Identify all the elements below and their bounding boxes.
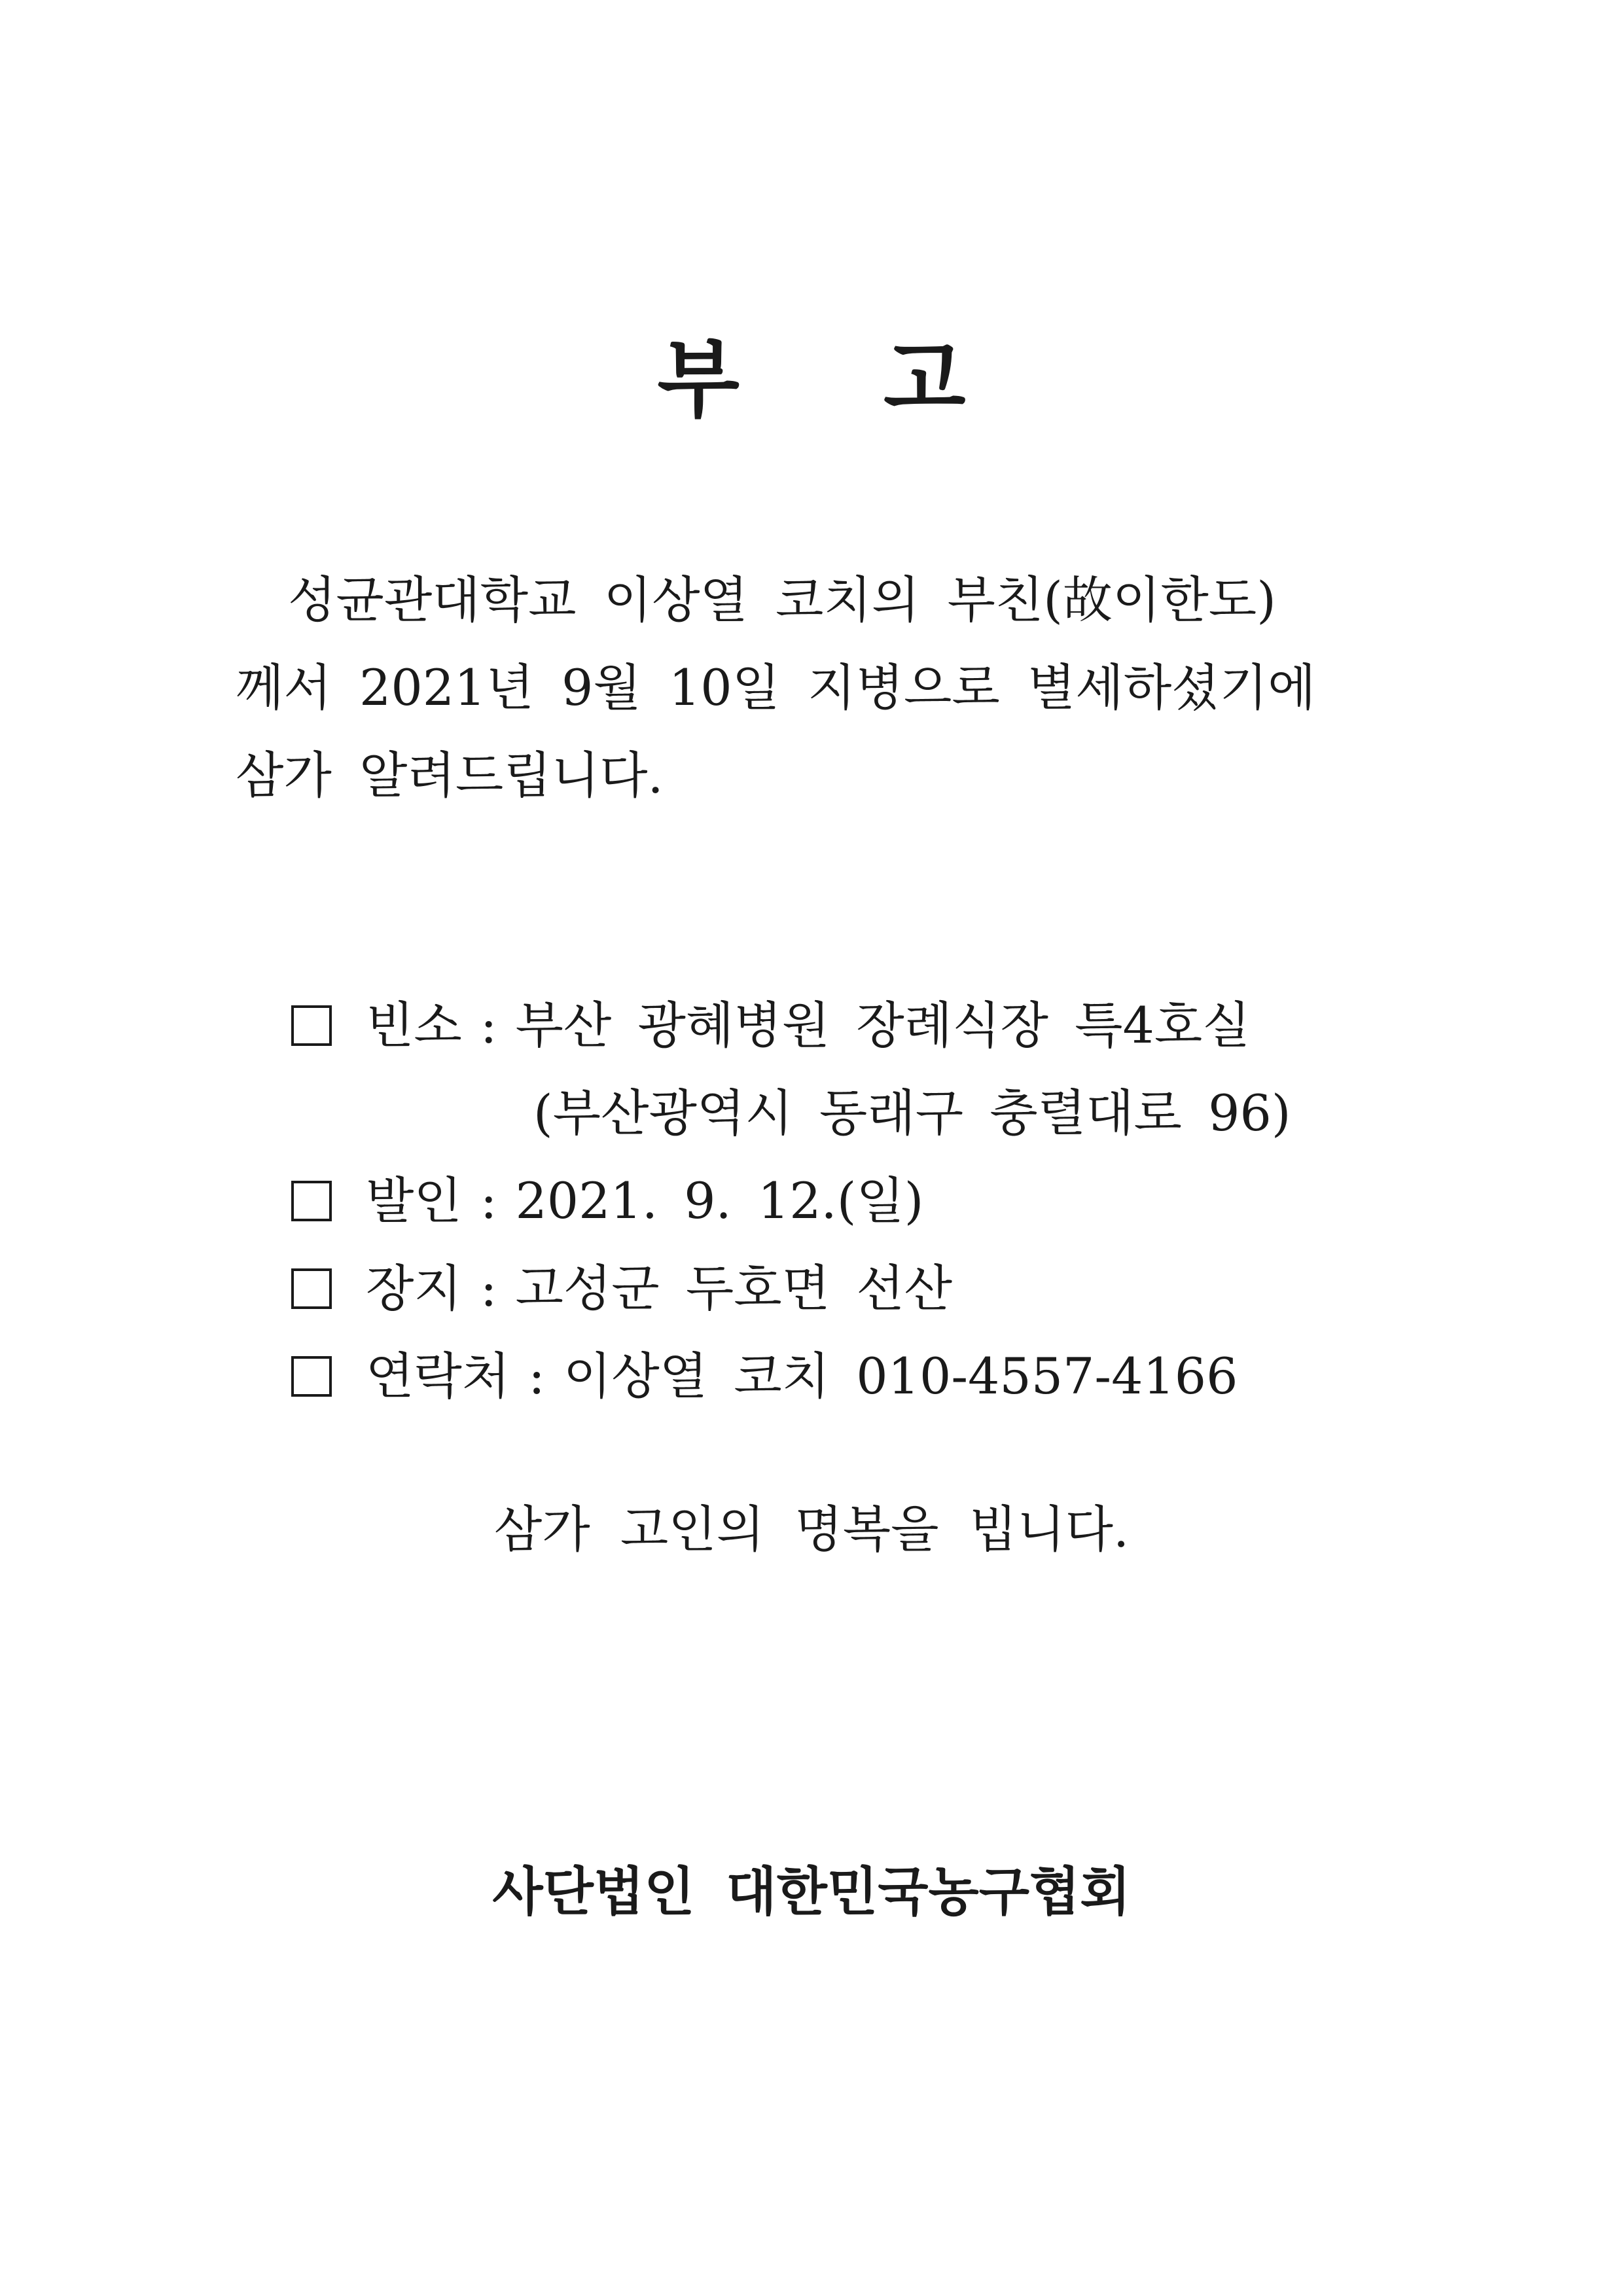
departure-separator: : — [480, 1172, 497, 1230]
checkbox-square-icon — [291, 1005, 332, 1046]
issuing-organization: 사단법인 대한민국농구협회 — [492, 1861, 1131, 1922]
venue-label: 빈소 — [366, 996, 462, 1054]
departure-value: 2021. 9. 12.(일) — [515, 1172, 924, 1230]
contact-label: 연락처 — [366, 1347, 510, 1405]
funeral-details-list — [291, 982, 1443, 1420]
intro-line-2: 께서 2021년 9월 10일 지병으로 별세하셨기에 — [236, 658, 1316, 717]
venue-address: (부산광역시 동래구 충렬대로 96) — [533, 1084, 1291, 1142]
detail-row-contact — [291, 1333, 1443, 1420]
venue-separator: : — [480, 996, 497, 1054]
title-char-bu: 부 — [657, 329, 740, 429]
detail-row-venue — [291, 982, 1443, 1069]
burial-value: 고성군 두호면 선산 — [515, 1259, 953, 1318]
contact-value: 이상열 코치 010-4557-4166 — [563, 1347, 1238, 1405]
intro-paragraph — [236, 556, 1427, 819]
condolence-message: 삼가 고인의 명복을 빕니다. — [493, 1500, 1130, 1558]
detail-row-departure — [291, 1157, 1443, 1245]
checkbox-square-icon — [291, 1181, 332, 1221]
contact-separator: : — [528, 1347, 545, 1405]
burial-separator: : — [480, 1259, 497, 1318]
title-char-go: 고 — [883, 329, 966, 429]
venue-value: 부산 광혜병원 장례식장 특4호실 — [515, 996, 1251, 1054]
notice-title — [0, 327, 1623, 432]
intro-line-1: 성균관대학교 이상열 코치의 부친(故이한도) — [288, 571, 1276, 629]
burial-label: 장지 — [366, 1259, 462, 1318]
departure-label: 발인 — [366, 1172, 462, 1230]
intro-line-3: 삼가 알려드립니다. — [236, 746, 664, 804]
detail-row-burial — [291, 1245, 1443, 1333]
checkbox-square-icon — [291, 1268, 332, 1309]
checkbox-square-icon — [291, 1356, 332, 1397]
